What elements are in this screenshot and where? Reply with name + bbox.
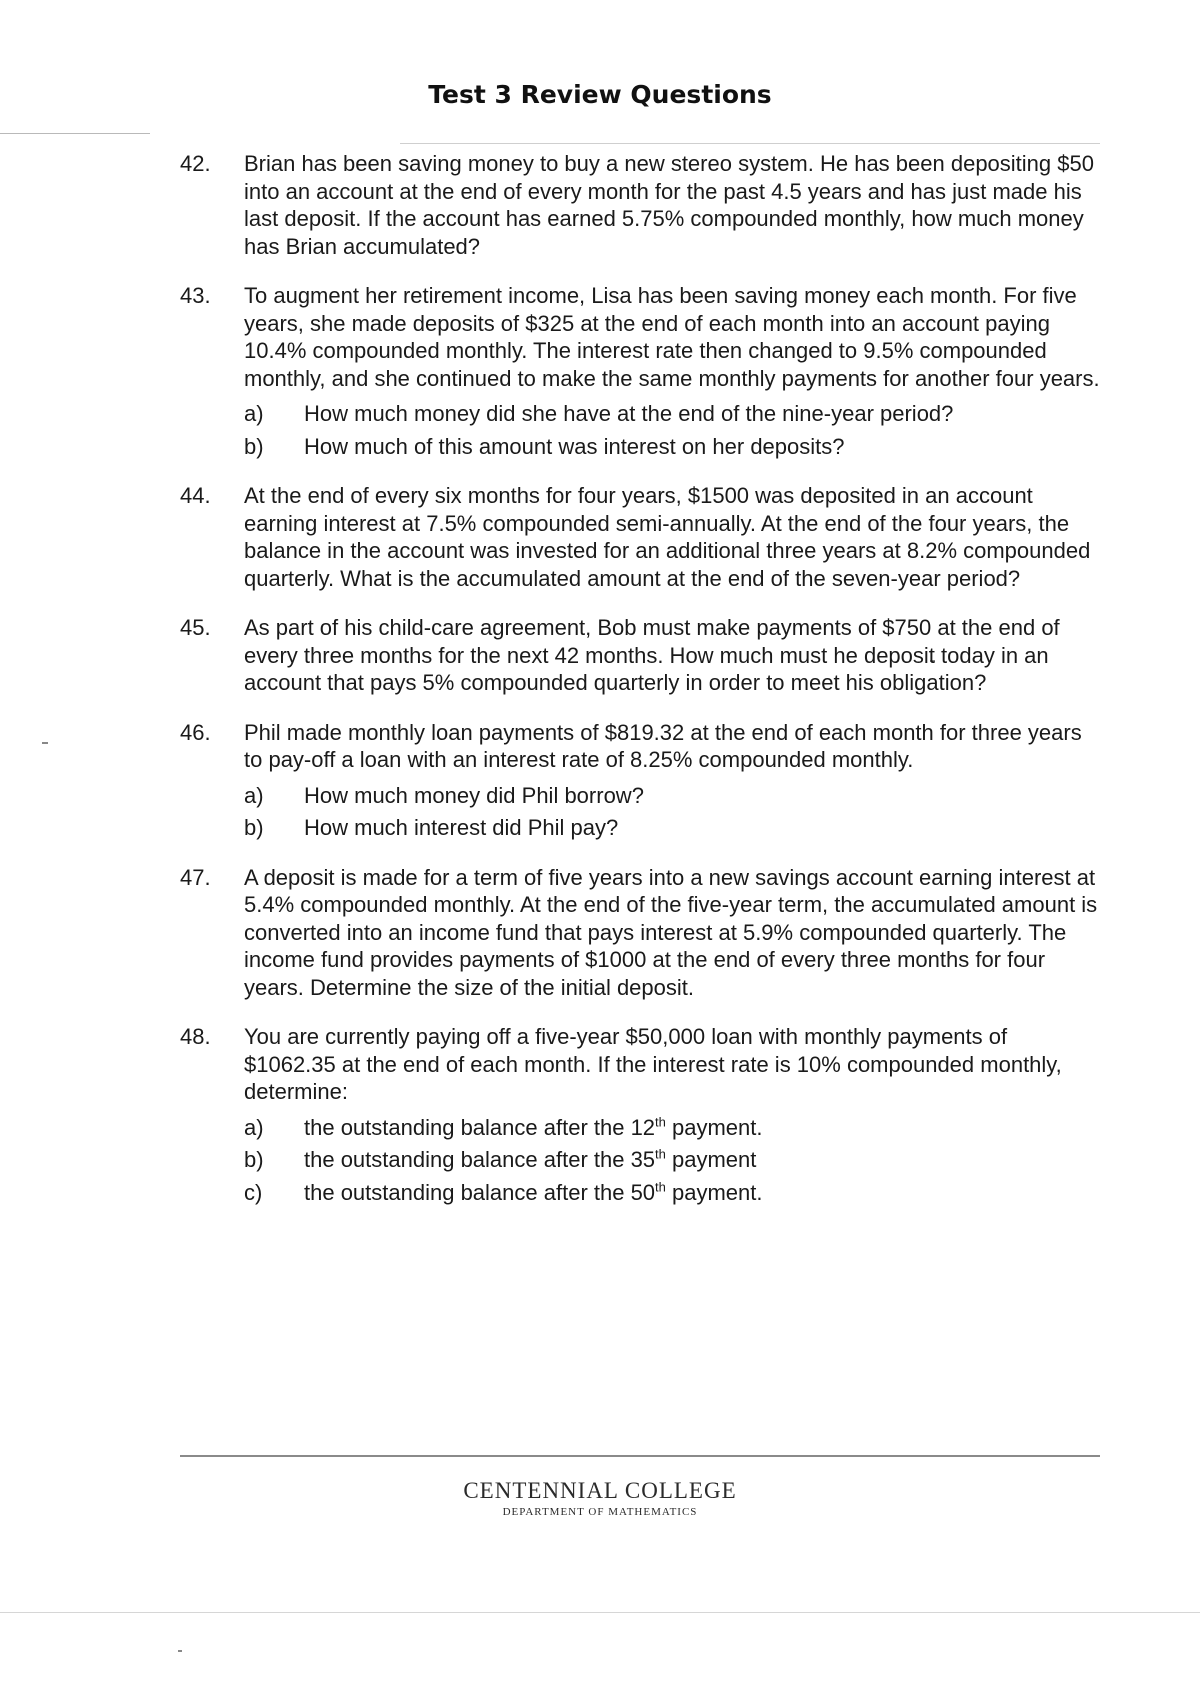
part-text-after: payment. — [665, 1114, 763, 1140]
footer-divider — [180, 1455, 1100, 1457]
question-part — [244, 782, 1100, 810]
part-label: a) — [244, 1114, 264, 1140]
scan-speck — [42, 742, 48, 744]
question-item — [180, 719, 1100, 842]
question-number: 42. — [180, 151, 211, 176]
question-item — [180, 150, 1100, 260]
question-text: A deposit is made for a term of five years into a new savings account earning interest at 5.4% compounded monthly. At the end of the five-year term, the accumulated amount is converted into an income fund that pays interest at 5.9% compounded quarterly. The income fund provides payments of $1000 at the end of every three months for four years. Determine the size of the initial deposit. — [244, 864, 1098, 1000]
page-title: Test 3 Review Questions — [428, 80, 772, 109]
question-text: Brian has been saving money to buy a new stereo system. He has been depositing $50 into an account at the end of every month for the past 4.5 years and has just made his last deposit. If the account has earned 5.75% compounded monthly, how much money has Brian accumulated? — [244, 151, 1094, 259]
scan-artifact-line — [0, 133, 150, 134]
question-part — [244, 1114, 1100, 1142]
part-text-before: the outstanding balance after the 35 — [304, 1147, 656, 1172]
part-text-before: the outstanding balance after the 50 — [304, 1179, 656, 1205]
question-item — [180, 1023, 1100, 1206]
question-body — [244, 719, 1100, 842]
scan-artifact-line — [0, 1612, 1200, 1613]
question-item — [180, 864, 1100, 1002]
scan-speck — [178, 1650, 182, 1652]
question-parts — [244, 782, 1100, 842]
question-text: As part of his child-care agreement, Bob must make payments of $750 at the end of every three months for the next 42 months. How much must he deposit today in an account that pays 5% compounded quarterly in order to meet his obligation? — [244, 615, 1060, 695]
question-number: 45. — [180, 615, 211, 640]
part-text — [304, 1114, 763, 1142]
part-label: a) — [244, 401, 264, 426]
part-text-after: payment — [665, 1147, 757, 1172]
ordinal-suffix: th — [655, 1146, 666, 1162]
part-text: How much money did she have at the end of the nine-year period? — [304, 401, 954, 426]
part-text: How much of this amount was interest on her deposits? — [304, 433, 845, 459]
question-number: 43. — [180, 283, 211, 308]
question-body — [244, 282, 1100, 460]
question-parts — [244, 1114, 1100, 1207]
part-text-before: the outstanding balance after the 12 — [304, 1114, 656, 1140]
question-body — [244, 482, 1100, 592]
question-part — [244, 814, 1100, 842]
part-text — [304, 1146, 756, 1174]
question-text: At the end of every six months for four years, $1500 was deposited in an account earning interest at 7.5% compounded semi-annually. At the end of the four years, the balance in the account was invested for an additional three years at 8.2% compounded quarterly. What is the accumulated amount at the end of the seven-year period? — [244, 483, 1091, 591]
question-part — [244, 400, 1100, 428]
part-text: How much interest did Phil pay? — [304, 815, 619, 840]
part-label: b) — [244, 433, 264, 459]
scan-artifact-line — [400, 143, 1100, 144]
question-item — [180, 482, 1100, 592]
question-body — [244, 150, 1100, 260]
question-parts — [244, 400, 1100, 460]
footer-department-name: DEPARTMENT OF MATHEMATICS — [502, 1506, 698, 1518]
question-list — [180, 150, 1100, 1228]
part-text — [304, 1179, 763, 1207]
question-number: 48. — [180, 1024, 211, 1049]
footer — [0, 1478, 1200, 1518]
question-part — [244, 433, 1100, 461]
question-number: 46. — [180, 719, 211, 745]
part-text-after: payment. — [665, 1179, 763, 1205]
ordinal-suffix: th — [655, 1179, 666, 1195]
part-label: b) — [244, 1147, 264, 1172]
part-label: a) — [244, 782, 264, 808]
question-text: Phil made monthly loan payments of $819.32 at the end of each month for three years to pay-off a loan with an interest rate of 8.25% compounded monthly. — [244, 719, 1082, 772]
part-label: b) — [244, 815, 264, 840]
question-part — [244, 1179, 1100, 1207]
ordinal-suffix: th — [655, 1114, 666, 1130]
question-text: To augment her retirement income, Lisa has been saving money each month. For five years, she made deposits of $325 at the end of each month into an account paying 10.4% compounded monthly. The interest rate then changed to 9.5% compounded monthly, and she continued to make the same monthly payments for another four years. — [244, 283, 1100, 391]
question-number: 44. — [180, 483, 211, 508]
question-part — [244, 1146, 1100, 1174]
footer-college-name: CENTENNIAL COLLEGE — [463, 1478, 737, 1503]
question-item — [180, 614, 1100, 697]
question-number: 47. — [180, 864, 211, 890]
question-text: You are currently paying off a five-year $50,000 loan with monthly payments of $1062.35 at the end of each month. If the interest rate is 10% compounded monthly, determine: — [244, 1024, 1062, 1104]
question-body — [244, 614, 1100, 697]
question-body — [244, 1023, 1100, 1206]
question-body — [244, 864, 1100, 1002]
part-text: How much money did Phil borrow? — [304, 782, 644, 808]
part-label: c) — [244, 1179, 263, 1205]
question-item — [180, 282, 1100, 460]
